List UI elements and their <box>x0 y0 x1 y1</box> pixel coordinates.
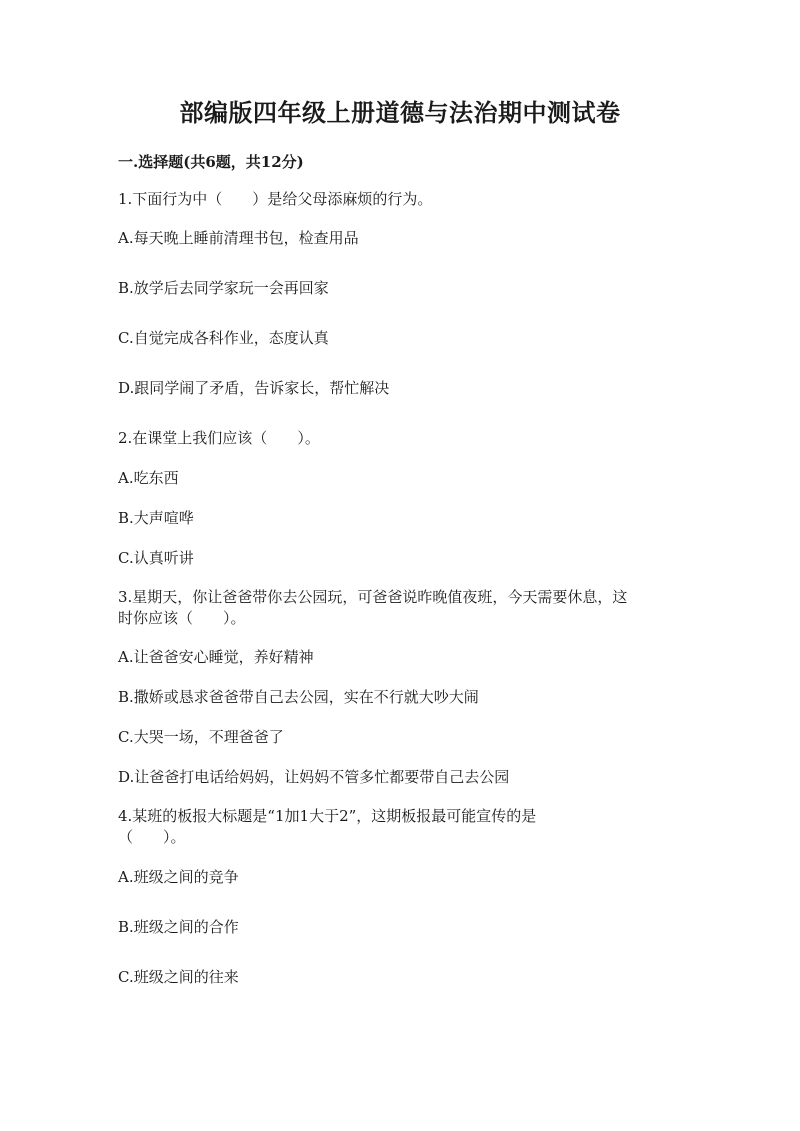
question-1-option-a: A.每天晚上睡前清理书包，检查用品 <box>118 229 359 247</box>
question-1-option-c: C.自觉完成各科作业，态度认真 <box>118 329 329 347</box>
question-1-option-b: B.放学后去同学家玩一会再回家 <box>118 279 329 297</box>
question-4-option-a: A.班级之间的竞争 <box>118 868 239 886</box>
question-3-option-d: D.让爸爸打电话给妈妈，让妈妈不管多忙都要带自己去公园 <box>118 768 510 786</box>
question-4-option-b: B.班级之间的合作 <box>118 918 239 936</box>
question-3-option-a: A.让爸爸安心睡觉，养好精神 <box>118 648 314 666</box>
question-2-option-a: A.吃东西 <box>118 469 179 487</box>
question-3-stem-line-2: 时你应该（ ）。 <box>118 609 246 627</box>
question-4-stem-line-1: 4.某班的板报大标题是“1加1大于2”，这期板报最可能宣传的是 <box>118 807 537 825</box>
question-3-option-b: B.撒娇或恳求爸爸带自己去公园，实在不行就大吵大闹 <box>118 688 479 706</box>
question-4-option-c: C.班级之间的往来 <box>118 968 239 986</box>
section-heading: 一.选择题(共6题，共12分) <box>118 153 304 171</box>
page-title: 部编版四年级上册道德与法治期中测试卷 <box>179 98 621 127</box>
question-3-stem-line-1: 3.星期天，你让爸爸带你去公园玩，可爸爸说昨晚值夜班，今天需要休息，这 <box>118 588 628 606</box>
question-2-option-c: C.认真听讲 <box>118 549 194 567</box>
question-2-option-b: B.大声喧哗 <box>118 509 194 527</box>
question-1-stem: 1.下面行为中（ ）是给父母添麻烦的行为。 <box>118 190 433 208</box>
question-2-stem: 2.在课堂上我们应该（ ）。 <box>118 429 320 447</box>
question-3-option-c: C.大哭一场，不理爸爸了 <box>118 728 284 746</box>
question-4-stem-line-2: （ ）。 <box>118 828 186 846</box>
question-1-option-d: D.跟同学闹了矛盾，告诉家长，帮忙解决 <box>118 379 390 397</box>
